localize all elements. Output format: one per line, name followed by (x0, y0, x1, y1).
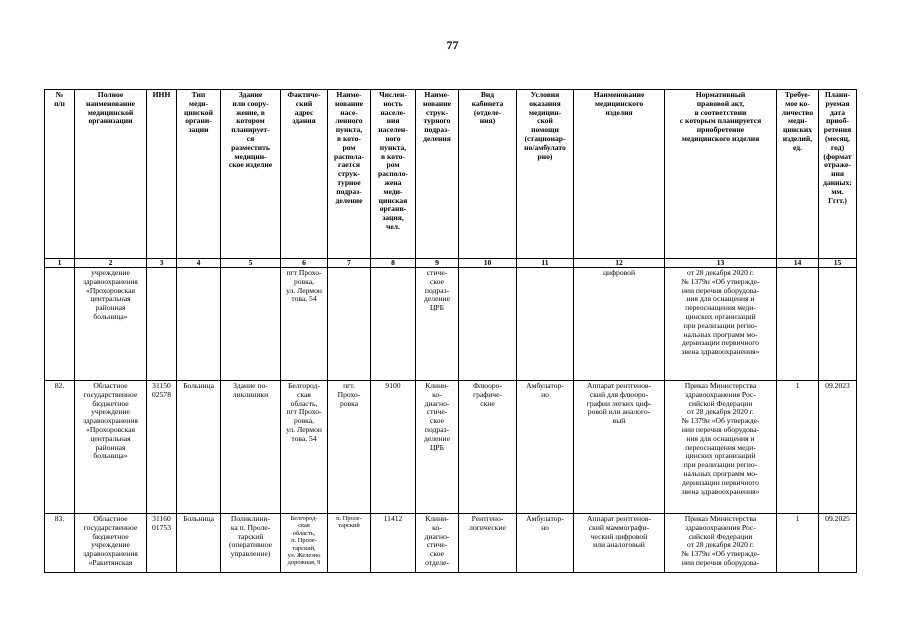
column-number: 15 (819, 259, 857, 268)
column-number: 13 (665, 259, 777, 268)
header-type: Тип меди- цинской органи- зации (177, 90, 221, 259)
cell-qty: 1 (777, 514, 819, 573)
cell-inn (147, 268, 177, 381)
cell-settlement (328, 268, 371, 381)
cell-unit: Клини- ко- диагно- стиче- ское подраз- деление ЦРБ (416, 381, 459, 514)
header-date: Плани- руемая дата приоб- ретения (месяц, год) (формат отраже- ния данных: мм. Гггг.) (819, 90, 857, 259)
cell-act: от 28 декабря 2020 г. № 1379н «Об утвержде- нии перечня оборудова- ния для оснащения и переоснащения меди- цинских организаций при реализации регио- нальных программ мо- дернизации первичного звена здравоохранения» (665, 268, 777, 381)
header-qty: Требуе- мое ко- личество меди- цинских изделий, ед. (777, 90, 819, 259)
cell-population (371, 268, 416, 381)
cell-inn: 31150 02578 (147, 381, 177, 514)
header-device: Наименование медицинского изделия (574, 90, 665, 259)
cell-building (221, 268, 281, 381)
cell-building: Здание по- ликлиники (221, 381, 281, 514)
table-row (45, 514, 857, 573)
table-row (45, 268, 857, 381)
column-number: 6 (281, 259, 328, 268)
column-number: 12 (574, 259, 665, 268)
cell-unit: Клини- ко- диагно- стиче- ское отделе- (416, 514, 459, 573)
cell-population: 9100 (371, 381, 416, 514)
header-unit: Наиме- нование струк- турного подраз- деления (416, 90, 459, 259)
cell-date: 09.2023 (819, 381, 857, 514)
cell-population: 11412 (371, 514, 416, 573)
header-building: Здание или соору- жение, в котором планирует- ся разместить медицин- ское изделие (221, 90, 281, 259)
column-number: 14 (777, 259, 819, 268)
header-no: № п/п (45, 90, 75, 259)
cell-act: Приказ Министерства здравоохранения Рос- сийской Федерации от 28 декабря 2020 г. № 1379н «Об утвержде- нии перечня оборудова- ния для оснащения и переоснащения меди- цинских организаций при реализации регио- нальных программ мо- дернизации первичного звена здравоохранения» (665, 381, 777, 514)
cell-device: Аппарат рентгенов- ский для флюоро- графии легких циф- ровой или аналого- вый (574, 381, 665, 514)
cell-date: 09.2025 (819, 514, 857, 573)
cell-org: Областное государственное бюджетное учреждение здравоохранения «Ракитянская (75, 514, 147, 573)
cell-qty: 1 (777, 381, 819, 514)
column-number: 9 (416, 259, 459, 268)
column-number: 5 (221, 259, 281, 268)
cell-building: Поликлини- ка п. Проле- тарский (оперативное управление) (221, 514, 281, 573)
header-address: Фактиче- ский адрес здания (281, 90, 328, 259)
column-number: 11 (517, 259, 574, 268)
cell-address: Белгород- ская область, п. Проле- тарский, ул. Железно дорожная, 9 (281, 514, 328, 573)
medical-equipment-table (44, 89, 857, 573)
cell-settlement: пгт. Прохо- ровка (328, 381, 371, 514)
cell-cabinet: Рентгено- логические (459, 514, 517, 573)
cell-qty (777, 268, 819, 381)
column-number: 8 (371, 259, 416, 268)
cell-act: Приказ Министерства здравоохранения Рос- сийской Федерации от 28 декабря 2020 г. № 1379н «Об утвержде- нии перечня оборудова- (665, 514, 777, 573)
cell-address: пгт Прохо- ровка, ул. Лермон това, 54 (281, 268, 328, 381)
header-settlement: Наиме- нование насе- ленного пункта, в кото- ром распола- гается струк- турное подраз- деление (328, 90, 371, 259)
cell-cabinet: Флюоро- графиче- ские (459, 381, 517, 514)
table-row (45, 381, 857, 514)
cell-cabinet (459, 268, 517, 381)
cell-type: Больница (177, 381, 221, 514)
cell-no (45, 268, 75, 381)
cell-no: 82. (45, 381, 75, 514)
cell-address: Белгород- ская область, пгт Прохо- ровка, ул. Лермон това, 54 (281, 381, 328, 514)
cell-org: Областное государственное бюджетное учреждение здравоохранения «Прохоровская центральная районная больница» (75, 381, 147, 514)
header-act: Нормативный правовой акт, в соответствии с которым планируется приобретение медицинского изделия (665, 90, 777, 259)
column-number: 1 (45, 259, 75, 268)
header-conditions: Условия оказания медицин- ской помощи (стационар- но/амбулато рно) (517, 90, 574, 259)
page-number: 77 (446, 38, 459, 52)
cell-conditions: Амбулатор- но (517, 381, 574, 514)
cell-conditions (517, 268, 574, 381)
column-number-row (45, 259, 857, 268)
header-population: Числен- ность населе- ния населен- ного пункта, в кото- ром располо- жена меди- цинская органи- зация, чел. (371, 90, 416, 259)
cell-type (177, 268, 221, 381)
column-number: 10 (459, 259, 517, 268)
cell-conditions: Амбулатор- но (517, 514, 574, 573)
cell-inn: 31160 01753 (147, 514, 177, 573)
cell-unit: стиче- ское подраз- деление ЦРБ (416, 268, 459, 381)
cell-org: учреждение здравоохранения «Прохоровская центральная районная больница» (75, 268, 147, 381)
cell-date (819, 268, 857, 381)
header-cabinet: Вид кабинета (отделе- ния) (459, 90, 517, 259)
cell-settlement: п. Проле- тарский (328, 514, 371, 573)
column-number: 2 (75, 259, 147, 268)
cell-device: цифровой (574, 268, 665, 381)
header-inn: ИНН (147, 90, 177, 259)
column-number: 7 (328, 259, 371, 268)
header-row (45, 90, 857, 259)
cell-no: 83. (45, 514, 75, 573)
column-number: 4 (177, 259, 221, 268)
cell-type: Больница (177, 514, 221, 573)
column-number: 3 (147, 259, 177, 268)
header-org: Полное наименование медицинской организации (75, 90, 147, 259)
cell-device: Аппарат рентгенов- ский маммографи- ческий цифровой или аналоговый (574, 514, 665, 573)
